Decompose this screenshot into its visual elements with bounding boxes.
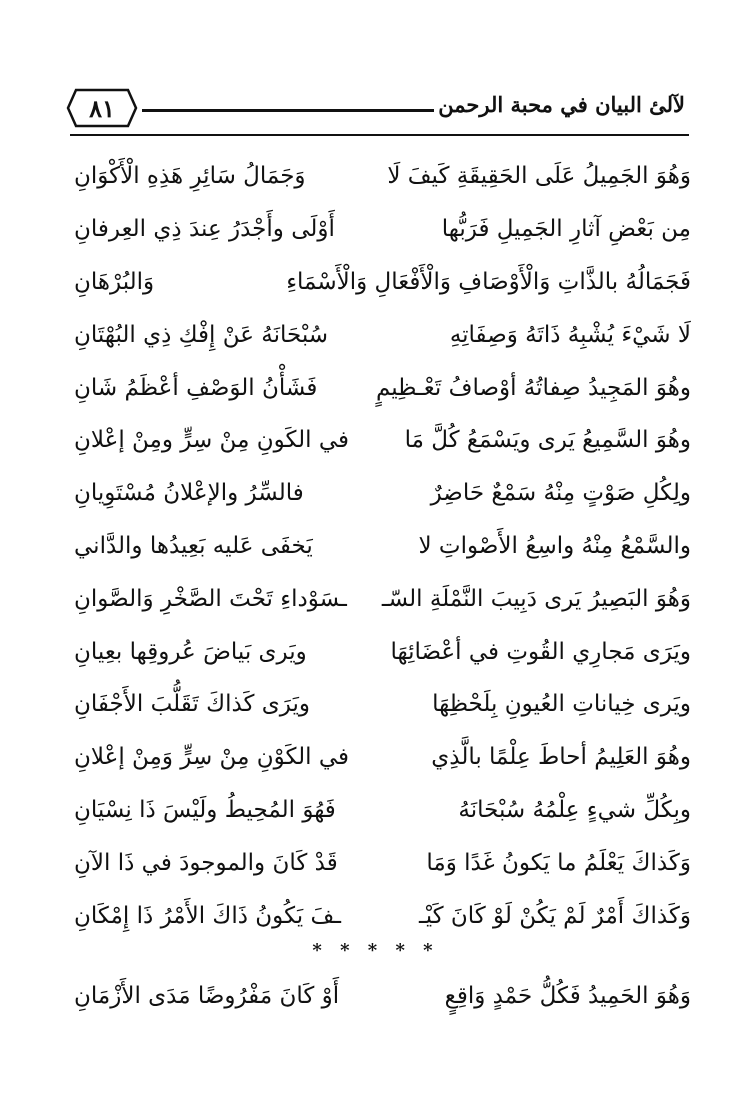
verse-second-half: ويَرَى كَذاكَ تَقَلُّبَ الأَجْفَانِ xyxy=(74,691,310,718)
verse-first-half: ويَرَى مَجارِي القُوتِ في أعْضَائِهَا xyxy=(390,638,691,665)
verse-first-half: فَجَمَالُهُ بالذَّاتِ وَالْأَوْصَافِ وَالْأَفْعَالِ وَالْأَسْمَاءِ xyxy=(286,268,691,295)
verse-second-half: قَدْ كَانَ والموجودَ في ذَا الآنِ xyxy=(74,849,338,876)
verse-line xyxy=(74,889,691,942)
verse-line xyxy=(74,520,691,573)
verse-second-half: فَهُوَ المُحِيطُ ولَيْسَ ذَا نِسْيَانِ xyxy=(74,796,336,823)
section-separator: * * * * * xyxy=(312,940,439,961)
poem-body xyxy=(74,150,691,942)
verse-line xyxy=(74,836,691,889)
verse-line xyxy=(74,731,691,784)
verse-first-half: وهُوَ السَّمِيعُ يَرى ويَسْمَعُ كُلَّ مَا xyxy=(404,427,691,454)
verse-line xyxy=(74,308,691,361)
header-rule xyxy=(142,109,434,112)
verse-second-half: سُبْحَانَهُ عَنْ إِفْكِ ذِي البُهْتَانِ xyxy=(74,321,329,348)
verse-first-half: وهُوَ المَجِيدُ صِفاتُهُ أوْصافُ تَعْـظِيمٍ xyxy=(375,374,691,401)
verse-line xyxy=(74,361,691,414)
verse-second-half: أَوْ كَانَ مَفْرُوضًا مَدَى الأَزْمَانِ xyxy=(74,983,340,1010)
verse-line xyxy=(74,203,691,256)
verse-line xyxy=(74,625,691,678)
verse-line xyxy=(74,150,691,203)
verse-first-half: ويَرى خِياناتِ العُيونِ بِلَحْظِهَا xyxy=(432,691,691,718)
verse-line xyxy=(74,467,691,520)
verse-second-half: يَخفَى عَليه بَعِيدُها والدَّاني xyxy=(74,532,313,559)
header-underline xyxy=(70,134,689,136)
verse-line xyxy=(74,970,691,1023)
final-verse xyxy=(74,970,691,1023)
verse-second-half: ـسَوْداءِ تَحْتَ الصَّخْرِ وَالصَّوانِ xyxy=(74,585,347,612)
verse-first-half: لَا شَيْءَ يُشْبِهُ ذَاتَهُ وَصِفَاتِهِ xyxy=(449,321,691,348)
book-title: لآلئ البيان في محبة الرحمن xyxy=(438,92,685,117)
verse-first-half: وبِكُلِّ شيءٍ عِلْمُهُ سُبْحَانَهُ xyxy=(458,796,691,823)
verse-second-half: وَالبُرْهَانِ xyxy=(74,268,155,295)
verse-line xyxy=(74,414,691,467)
verse-line xyxy=(74,256,691,309)
verse-first-half: وَهُوَ الجَمِيلُ عَلَى الحَقِيقَةِ كَيفَ لَا xyxy=(387,163,691,190)
verse-first-half: وَهُوَ الحَمِيدُ فَكُلُّ حَمْدٍ وَاقِعٍ xyxy=(444,983,691,1010)
verse-second-half: ـفَ يَكُونُ ذَاكَ الأَمْرُ ذَا إِمْكَانِ xyxy=(74,902,342,929)
verse-second-half: في الكَوْنِ مِنْ سِرٍّ وَمِنْ إعْلانِ xyxy=(74,744,350,771)
verse-second-half: ويَرى بَياضَ عُروقِها بعِيانِ xyxy=(74,638,307,665)
verse-second-half: فالسِّرُ والإعْلانُ مُسْتَوِيانِ xyxy=(74,480,304,507)
verse-first-half: وَهُوَ البَصِيرُ يَرى دَبِيبَ النَّمْلَةِ السّـ xyxy=(381,585,691,612)
verse-first-half: ولِكُلِ صَوْتٍ مِنْهُ سَمْعٌ حَاضِرٌ xyxy=(430,480,691,507)
page-header xyxy=(62,78,689,136)
verse-first-half: مِن بَعْضِ آثارِ الجَمِيلِ فَرَبُّها xyxy=(441,216,691,243)
verse-second-half: أَوْلَى وأَجْدَرُ عِندَ ذِي العِرفانِ xyxy=(74,216,335,243)
verse-second-half: وَجَمَالُ سَائِرِ هَذِهِ الْأَكْوَانِ xyxy=(74,163,306,190)
page-number: ٨١ xyxy=(89,93,115,123)
verse-second-half: فَشَأْنُ الوَصْفِ أعْظَمُ شَانِ xyxy=(74,374,318,401)
verse-first-half: وهُوَ العَلِيمُ أحاطَ عِلْمًا بالَّذِي xyxy=(431,744,691,771)
verse-first-half: والسَّمْعُ مِنْهُ واسِعُ الأَصْواتِ لا xyxy=(418,532,691,559)
verse-line xyxy=(74,572,691,625)
verse-first-half: وَكَذاكَ أَمْرٌ لَمْ يَكُنْ لَوْ كَانَ كَيْـ xyxy=(418,902,691,929)
verse-line xyxy=(74,784,691,837)
verse-first-half: وَكَذاكَ يَعْلَمُ ما يَكونُ غَدًا وَمَا xyxy=(426,849,691,876)
verse-line xyxy=(74,678,691,731)
verse-second-half: في الكَونِ مِنْ سِرٍّ ومِنْ إعْلانِ xyxy=(74,427,350,454)
